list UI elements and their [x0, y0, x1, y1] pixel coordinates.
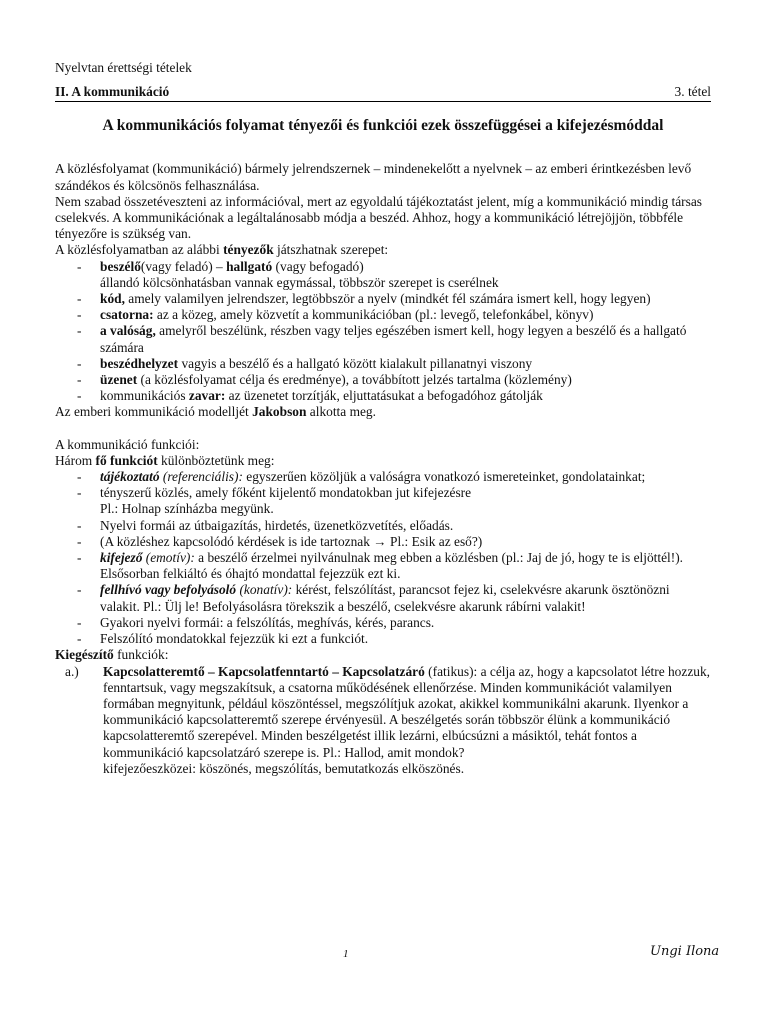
functions-list	[55, 469, 711, 647]
header-number: 3. tétel	[674, 84, 711, 100]
text-run: (A közléshez kapcsolódó kérdések is ide tartoznak → Pl.: Esik az eső?)	[100, 533, 483, 549]
functions-intro	[55, 453, 711, 469]
text-run: csatorna:	[100, 307, 154, 323]
text-run: kifejező	[100, 550, 143, 566]
item-continuation: Pl.: Holnap színházba megyünk.	[100, 501, 274, 517]
text-run: zavar:	[188, 388, 226, 404]
functions-item	[55, 534, 711, 550]
text-run: (konatív):	[236, 582, 293, 598]
text-run: beszélő	[100, 258, 141, 274]
supplementary-item-a-tools: kifejezőeszközei: köszönés, megszólítás, bemutatkozás elköszönés.	[103, 760, 465, 776]
text-run: egyszerűen közöljük a valóságra vonatkozó ismereteinket, gondolatainkat;	[242, 469, 646, 485]
functions-item	[55, 518, 711, 534]
text-run-bold: Jakobson	[252, 404, 307, 420]
text-run: Gyakori nyelvi formái: a felszólítás, meghívás, kérés, parancs.	[100, 614, 435, 630]
text-run: amely valamilyen jelrendszer, legtöbbször a nyelv (mindkét fél számára ismert kell, hogy legyen)	[124, 291, 651, 307]
text-run: (referenciális):	[159, 469, 243, 485]
item-continuation: állandó kölcsönhatásban vannak egymással, többször szerepet is cserélnek	[100, 274, 499, 290]
functions-item	[55, 631, 711, 647]
functions-item	[55, 550, 711, 582]
factors-list	[55, 259, 711, 405]
factors-item	[55, 323, 711, 355]
supplementary-item-a	[55, 664, 711, 761]
text-run-bold: tényezők	[223, 242, 274, 258]
intro-paragraph-1: A közlésfolyamat (kommunikáció) bármely jelrendszernek – mindenekelőtt a nyelvnek – az emberi érintkezésben levő szándékos és kölcsönös felhasználása.	[55, 161, 692, 193]
text-run: (a közlésfolyamat célja és eredménye), a továbbított jelzés tartalma (közlemény)	[137, 372, 572, 388]
text-run: funkciók:	[113, 647, 169, 663]
factors-intro	[55, 242, 711, 258]
spacer	[55, 421, 711, 437]
text-run: tájékoztató	[100, 469, 160, 485]
factors-item	[55, 388, 711, 404]
functions-item	[55, 485, 711, 517]
text-run-bold: Kapcsolatteremtő – Kapcsolatfenntartó – Kapcsolatzáró	[103, 663, 425, 679]
text-run: különböztetünk meg:	[157, 452, 275, 468]
page-footer	[0, 944, 768, 974]
functions-item	[55, 469, 711, 485]
factors-item	[55, 291, 711, 307]
text-run: alkotta meg.	[306, 404, 376, 420]
text-run: (emotív):	[142, 550, 195, 566]
factors-item	[55, 372, 711, 388]
text-run: Az emberi kommunikáció modelljét	[55, 404, 253, 420]
supplementary-heading	[55, 647, 711, 663]
text-run: Nyelvi formái az útbaigazítás, hirdetés, üzenetközvetítés, előadás.	[100, 517, 454, 533]
model-sentence	[55, 404, 711, 420]
text-run: Három	[55, 452, 96, 468]
text-run: üzenet	[100, 372, 138, 388]
text-run: tényszerű közlés, amely főként kijelentő mondatokban jut kifejezésre	[100, 485, 472, 501]
page-title: A kommunikációs folyamat tényezői és funkciói ezek összefüggései a kifejezésmóddal	[102, 117, 664, 135]
text-run: beszédhelyzet	[100, 355, 179, 371]
text-run-bold: fő funkciót	[95, 452, 158, 468]
functions-item	[55, 582, 711, 614]
text-run: amelyről beszélünk, részben vagy teljes egészében ismert kell, hogy legyen a beszélő és a hallgató számára	[100, 323, 687, 355]
document-body	[55, 161, 711, 777]
text-run: az üzenetet torzítják, eljuttatásukat a befogadóhoz gátolják	[225, 388, 543, 404]
signature: Ungi Ilona	[650, 944, 720, 959]
header-section: II. A kommunikáció	[55, 84, 170, 100]
text-run: hallgató	[226, 258, 273, 274]
text-run: az a közeg, amely közvetít a kommunikációban (pl.: levegő, telefonkábel, könyv)	[153, 307, 594, 323]
text-run: (vagy feladó) –	[140, 258, 227, 274]
header-row	[55, 84, 711, 102]
text-run: A közlésfolyamatban az alábbi	[55, 242, 224, 258]
text-run: játszhatnak szerepet:	[273, 242, 389, 258]
item-label: a.)	[65, 663, 79, 679]
text-run: a beszélő érzelmei nyilvánulnak meg ebben a közlésben (pl.: Jaj de jó, hogy te is eljöttél!). Elsősorban felkiáltó és óhajtó mondattal fejezzük ezt ki.	[100, 550, 684, 582]
text-run-bold: Kiegészítő	[55, 647, 114, 663]
text-run: (vagy befogadó)	[272, 258, 364, 274]
text-run: a valóság,	[100, 323, 156, 339]
text-run: kommunikációs	[100, 388, 189, 404]
text-run: Felszólító mondatokkal fejezzük ki ezt a funkciót.	[100, 631, 369, 647]
factors-item	[55, 259, 711, 291]
text-run: (fatikus): a célja az, hogy a kapcsolatot létre hozzuk, fenntartsuk, vagy megszakítsuk, a csatorna működésének ellenőrzése. Minden kommunikációt valamilyen formában megnyitunk, például köszöntéssel, megszólítjuk azokat, akikkel kommunikálni akarunk. Ilyenkor a kommunikáció kapcsolatteremtő szerepe érvényesül. A beszélgetés során többször élünk a kommunikáció kapcsolatteremtő szerepével. Minden beszélgetést illik lezárni, elbúcsúzni a másiktól, tehát fontos a kommunikáció kapcsolatzáró szerepe is. Pl.: Hallod, amit mondok?	[103, 663, 711, 760]
text-run: vagyis a beszélő és a hallgató között kialakult pillanatnyi viszony	[178, 355, 533, 371]
text-run: kód,	[100, 291, 125, 307]
page-number: 1	[343, 948, 349, 960]
text-run: kérést, felszólítást, parancsot fejez ki, cselekvésre akarunk ösztönözni valakit. Pl.: Ülj le! Befolyásolásra törekszik a beszélő, cselekvésre akarunk rábírni valakit!	[100, 582, 670, 614]
functions-item	[55, 615, 711, 631]
header-subject: Nyelvtan érettségi tételek	[55, 60, 192, 75]
intro-paragraph-2: Nem szabad összetéveszteni az információval, mert az egyoldalú tájékoztatást jelent, míg a kommunikáció mindig társas cselekvés. A kommunikációnak a legáltalánosabb módja a beszéd. Ahhoz, hogy a kommunikáció létrejöjjön, többféle tényezőre is szükség van.	[55, 193, 702, 242]
document-page	[55, 60, 711, 777]
functions-heading: A kommunikáció funkciói:	[55, 436, 200, 452]
text-run: fellhívó vagy befolyásoló	[100, 582, 237, 598]
factors-item	[55, 307, 711, 323]
factors-item	[55, 356, 711, 372]
